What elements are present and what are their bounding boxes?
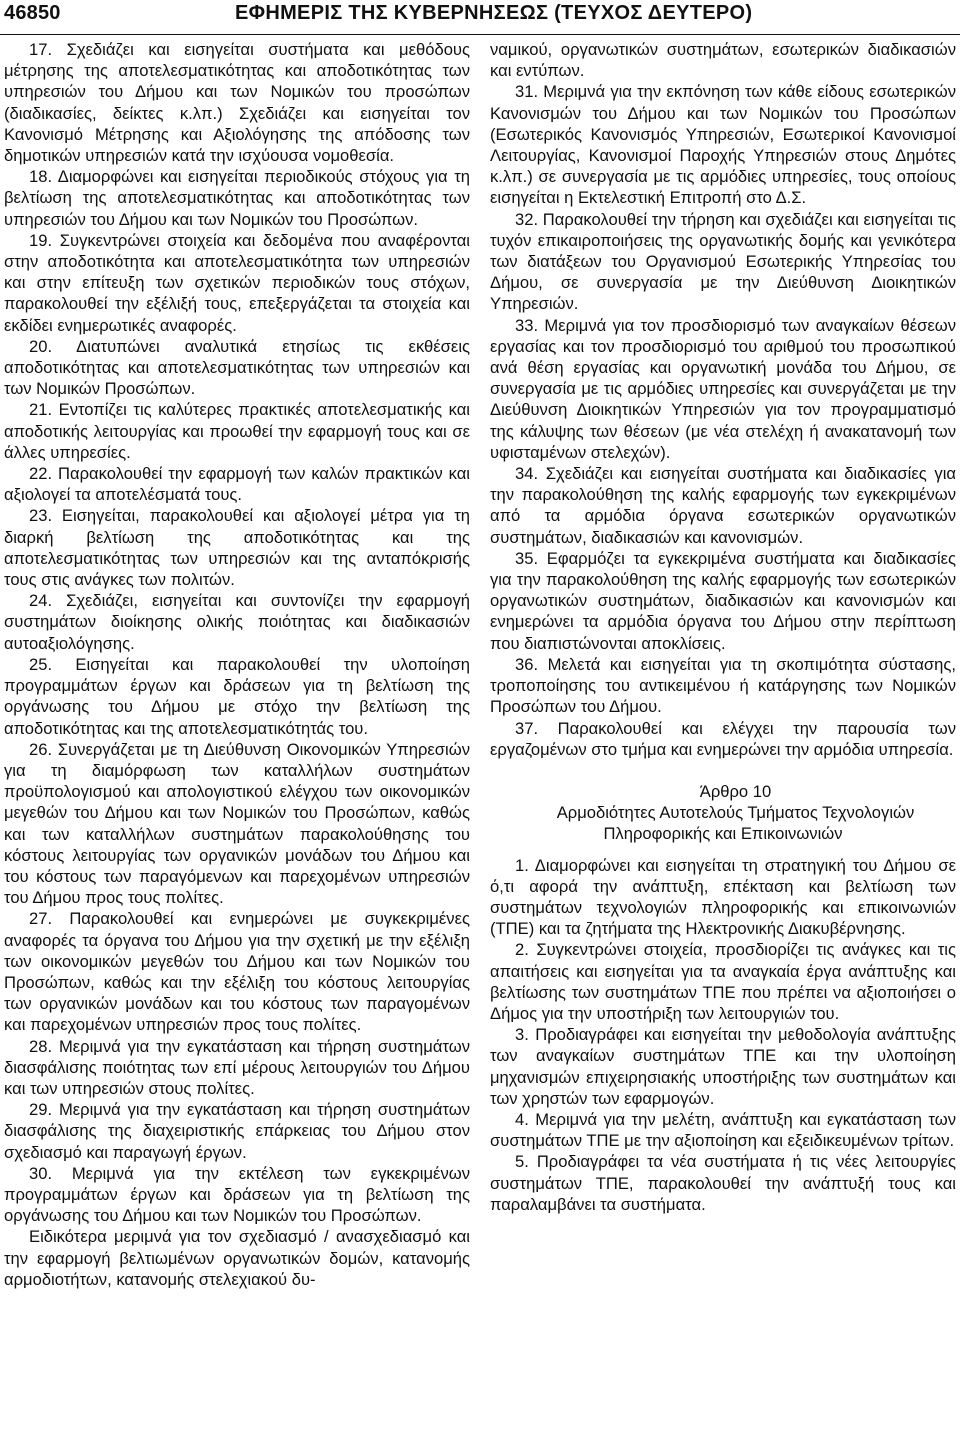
- paragraph-34: 34. Σχεδιάζει και εισηγείται συστήματα και διαδικασίες για την παρακολούθηση της καλής εφαρμογής των εγκεκριμένων από τα αρμόδια όργανα εσωτερικών οργανωτικών συστημάτων, διαδικασιών και κανονισμών.: [490, 464, 956, 547]
- paragraph-22: 22. Παρακολουθεί την εφαρμογή των καλών πρακτικών και αξιολογεί τα αποτελέσματά τους.: [4, 464, 470, 505]
- spacer: [490, 760, 956, 781]
- paragraph-27: 27. Παρακολουθεί και ενημερώνει με συγκεκριμένες αναφορές τα όργανα του Δήμου για την σχετική με την εξέλιξη των οικονομικών μεγεθών του Δήμου και των Νομικών του Προσώπων, καθώς και την εξέλιξη του κόστους λειτουργίας των οργανικών μονάδων και του κόστους των παραγομένων και παρεχομένων υπηρεσιών προς τους πολίτες.: [4, 909, 470, 1035]
- paragraph-30-continued: ναμικού, οργανωτικών συστημάτων, εσωτερικών διαδικασιών και εντύπων.: [490, 40, 956, 81]
- paragraph-23: 23. Εισηγείται, παρακολουθεί και αξιολογεί μέτρα για τη διαρκή βελτίωση της αποδοτικότητας και της αποτελεσματικότητας των υπηρεσιών και της ανταπόκρισής τους στις ανάγκες των πολιτών.: [4, 506, 470, 590]
- article-10-item-3: 3. Προδιαγράφει και εισηγείται την μεθοδολογία ανάπτυξης των αναγκαίων συστημάτων ΤΠΕ και την υλοποίηση μηχανισμών επιχειρησιακής υποστήριξης των συστημάτων και των χρηστών των εφαρμογών.: [490, 1025, 956, 1108]
- paragraph-17: 17. Σχεδιάζει και εισηγείται συστήματα και μεθόδους μέτρησης της αποτελεσματικότητας και αποδοτικότητας των υπηρεσιών του Δήμου και των Νομικών του προσώπων (διαδικασίες, δείκτες κ.λπ.) Σχεδιάζει και εισηγείται τον Κανονισμό Μέτρησης και Αξιολόγησης της απόδοσης των δημοτικών υπηρεσιών κατά την ισχύουσα νομοθεσία.: [4, 40, 470, 166]
- right-column: [490, 39, 956, 1215]
- paragraph-19: 19. Συγκεντρώνει στοιχεία και δεδομένα που αναφέρονται στην αποδοτικότητα και αποτελεσματικότητα των υπηρεσιών και στην επίτευξη των σχετικών περιοδικών τους στόχων, παρακολουθεί την εξέλιξή τους, επεξεργάζεται τα στοιχεία και εκδίδει ενημερωτικές αναφορές.: [4, 230, 470, 335]
- spacer: [490, 845, 956, 855]
- paragraph-25: 25. Εισηγείται και παρακολουθεί την υλοποίηση προγραμμάτων έργων και δράσεων για τη βελτίωση της οργάνωσης του Δήμου με στόχο την βελτίωση της αποδοτικότητας και της αποτελεσματικότητάς του.: [4, 654, 470, 738]
- paragraph-31: 31. Μεριμνά για την εκπόνηση των κάθε είδους εσωτερικών Κανονισμών του Δήμου και των Νομικών του Προσώπων (Εσωτερικός Κανονισμός Υπηρεσιών, Εσωτερικοί Κανονισμοί Λειτουργίας, Κανονισμοί Παροχής Υπηρεσιών στους Δημότες κ.λπ.) σε συνεργασία με τις αρμόδιες υπηρεσίες, τους οποίους εισηγείται η Εκτελεστική Επιτροπή στο Δ.Σ.: [490, 82, 956, 208]
- article-number: Άρθρο 10: [699, 781, 772, 801]
- gazette-title: ΕΦΗΜΕΡΙΣ ΤΗΣ ΚΥΒΕΡΝΗΣΕΩΣ (ΤΕΥΧΟΣ ΔΕΥΤΕΡΟ): [235, 2, 753, 24]
- paragraph-33: 33. Μεριμνά για τον προσδιορισμό των αναγκαίων θέσεων εργασίας και τον προσδιορισμό του αριθμού του προσωπικού ανά θέση εργασίας και οργανωτική μονάδα του Δήμου, σε συνεργασία με τις αρμόδιες υπηρεσίες και συνεργάζεται με την Διεύθυνση Διοικητικών Υπηρεσιών για τον προγραμματισμό της κάλυψης των θέσεων (με νέα στελέχη ή ανακατανομή των υφισταμένων στελεχών).: [490, 315, 956, 462]
- article-title: Αρμοδιότητες Αυτοτελούς Τμήματος Τεχνολογιών Πληροφορικής και Επικοινωνιών: [556, 803, 915, 844]
- paragraph-32: 32. Παρακολουθεί την τήρηση και σχεδιάζει και εισηγείται τις τυχόν επικαιροποιήσεις της οργανωτικής δομής και γενικότερα των διατάξεων του Οργανισμού Εσωτερικής Υπηρεσίας του Δήμου, σε συνεργασία με την Διεύθυνση Διοικητικών Υπηρεσιών.: [490, 209, 956, 314]
- article-10-item-1: 1. Διαμορφώνει και εισηγείται τη στρατηγική του Δήμου σε ό,τι αφορά την ανάπτυξη, επέκταση και βελτίωση των συστημάτων τεχνολογιών πληροφορικής και επικοινωνιών (ΤΠΕ) και τα ζητήματα της Ηλεκτρονικής Διακυβέρνησης.: [490, 855, 956, 939]
- paragraph-26: 26. Συνεργάζεται με τη Διεύθυνση Οικονομικών Υπηρεσιών για τη διαμόρφωση των καταλλήλων συστημάτων προϋπολογισμού και απολογιστικού ελέγχου των οικονομικών μεγεθών του Δήμου και των Νομικών του Προσώπων, καθώς και των καταλλήλων συστημάτων παρακολούθησης του κόστους λειτουργίας των οργανικών μονάδων του Δήμου και του κόστους των παραγόμενων και παρεχομένων υπηρεσιών του Δήμου προς τους πολίτες.: [4, 739, 470, 908]
- page-header: [0, 0, 960, 35]
- article-10-item-5: 5. Προδιαγράφει τα νέα συστήματα ή τις νέες λειτουργίες συστημάτων ΤΠΕ, παρακολουθεί την ανάπτυξή τους και παραλαμβάνει τα συστήματα.: [490, 1152, 956, 1214]
- paragraph-29: 29. Μεριμνά για την εγκατάσταση και τήρηση συστημάτων διασφάλισης της διαχειριστικής επάρκειας του Δήμου στον σχεδιασμό και παραγωγή έργων.: [4, 1100, 470, 1162]
- article-10-item-4: 4. Μεριμνά για την μελέτη, ανάπτυξη και εγκατάσταση των συστημάτων ΤΠΕ με την αξιοποίηση και εξειδικευμένων τρίτων.: [490, 1109, 956, 1151]
- paragraph-24: 24. Σχεδιάζει, εισηγείται και συντονίζει την εφαρμογή συστημάτων διοίκησης ολικής ποιότητας και διαδικασιών αυτοαξιολόγησης.: [4, 591, 470, 653]
- article-10-item-2: 2. Συγκεντρώνει στοιχεία, προσδιορίζει τις ανάγκες και τις απαιτήσεις και εισηγείται για τα αναγκαία έργα ανάπτυξης και βελτίωσης των συστημάτων ΤΠΕ που πρέπει να αξιοποιήσει ο Δήμος για την υποστήριξη των λειτουργιών του.: [490, 940, 956, 1023]
- paragraph-28: 28. Μεριμνά για την εγκατάσταση και τήρηση συστημάτων διασφάλισης ποιότητας των επί μέρους λειτουργιών του Δήμου και των υπηρεσιών στους πολίτες.: [4, 1036, 470, 1098]
- page-number: 46850: [4, 2, 61, 24]
- paragraph-37: 37. Παρακολουθεί και ελέγχει την παρουσία των εργαζομένων στο τμήμα και ενημερώνει την αρμόδια υπηρεσία.: [490, 718, 956, 759]
- paragraph-30: 30. Μεριμνά για την εκτέλεση των εγκεκριμένων προγραμμάτων έργων και δράσεων για τη βελτίωση της οργάνωσης του Δήμου και των Νομικών του Προσώπων.: [4, 1163, 470, 1226]
- paragraph-35: 35. Εφαρμόζει τα εγκεκριμένα συστήματα και διαδικασίες για την παρακολούθηση της καλής εφαρμογής των εσωτερικών οργανωτικών συστημάτων, διαδικασιών και κανονισμών και ενημερώνει τα αρμόδια όργανα του Δήμου στην περίπτωση που διαπιστώνονται αποκλίσεις.: [490, 548, 956, 653]
- paragraph-21: 21. Εντοπίζει τις καλύτερες πρακτικές αποτελεσματικής και αποδοτικής λειτουργίας και προωθεί την εφαρμογή τους και σε άλλες υπηρεσίες.: [4, 400, 470, 462]
- paragraph-20: 20. Διατυπώνει αναλυτικά ετησίως τις εκθέσεις αποδοτικότητας και αποτελεσματικότητας των υπηρεσιών και των Νομικών Προσώπων.: [4, 336, 470, 399]
- left-column: [4, 39, 470, 1290]
- paragraph-18: 18. Διαμορφώνει και εισηγείται περιοδικούς στόχους για τη βελτίωση της αποτελεσματικότητας και αποδοτικότητας των υπηρεσιών του Δήμου και των Νομικών του Προσώπων.: [4, 167, 470, 229]
- paragraph-36: 36. Μελετά και εισηγείται για τη σκοπιμότητα σύστασης, τροποποίησης του αντικειμένου ή κατάργησης των Νομικών Προσώπων του Δήμου.: [490, 654, 956, 717]
- paragraph-30-details: Ειδικότερα μεριμνά για τον σχεδιασμό / ανασχεδιασμό και την εφαρμογή βελτιωμένων οργανωτικών δομών, κατανομής αρμοδιοτήτων, κατανομής στελεχιακού δυ-: [4, 1227, 470, 1289]
